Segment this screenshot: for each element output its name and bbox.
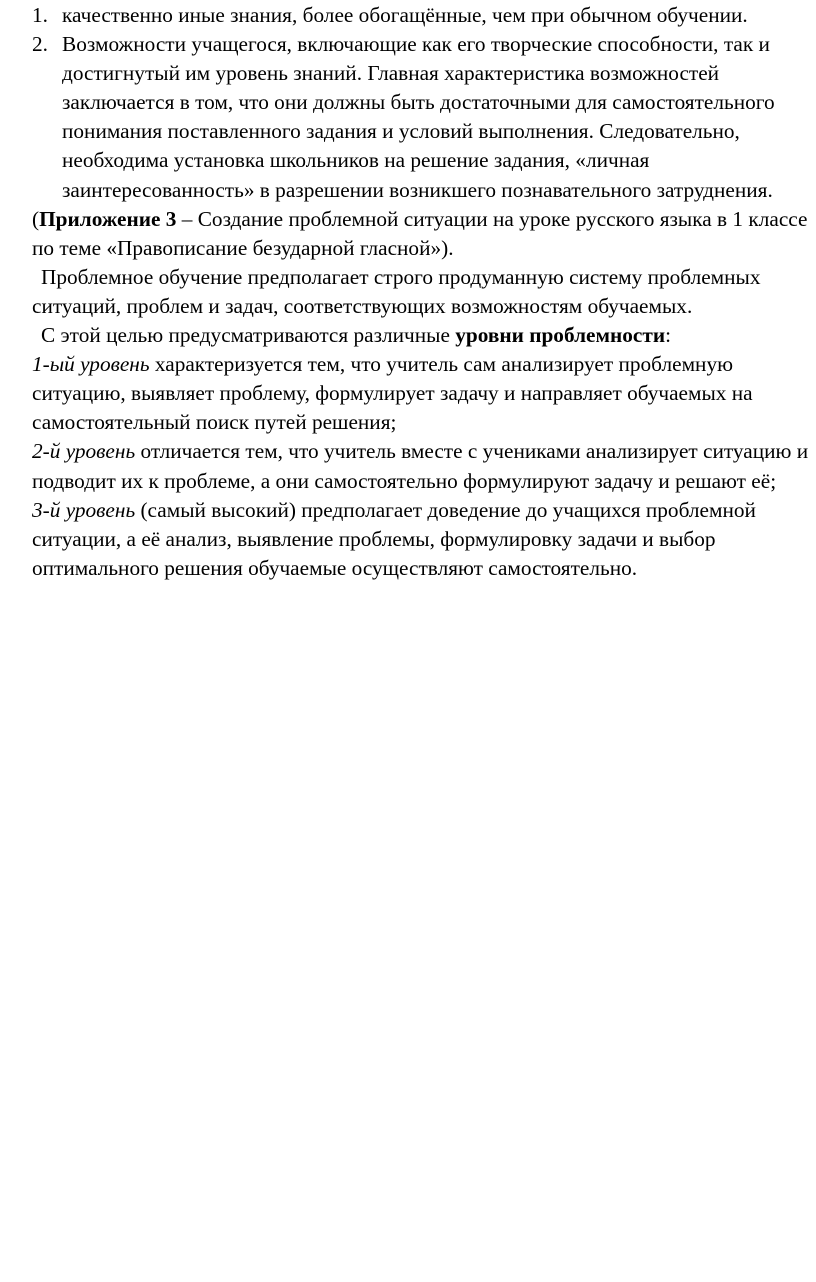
level-paragraph [32, 350, 814, 437]
levels-intro-colon: : [665, 323, 672, 348]
level-title: 1-ый уровень [32, 352, 150, 377]
level-title: 3-й уровень [32, 497, 136, 522]
list-item-number: 2. [32, 32, 48, 57]
level-text: характеризуется тем, что учитель сам анализирует проблемную ситуацию, выявляет проблему, формулирует задачу и направляет обучаемых на самостоятельный поиск путей решения; [32, 352, 753, 435]
list-item-number: 1. [32, 3, 48, 27]
levels-intro-bold: уровни проблемности [455, 323, 666, 348]
appendix-note-open: ( [32, 206, 40, 231]
list-item-text: Возможности учащегося, включающие как его творческие способности, так и достигнутый им уровень знаний. Главная характеристика возможностей заключается в том, что они должны быть достаточными для самостоятельного понимания поставленного задания и условий выполнения. Следовательно, необходима установка школьников на решение задания, «личная заинтересованность» в разрешении возникшего познавательного затруднения. [62, 32, 775, 202]
list-item [32, 30, 814, 205]
numbered-list [32, 1, 814, 205]
level-paragraph [32, 496, 814, 583]
document-body [32, 1, 814, 583]
level-paragraph [32, 437, 814, 495]
level-text: отличается тем, что учитель вместе с учениками анализирует ситуацию и подводит их к проблеме, а они самостоятельно формулируют задачу и решают её; [32, 439, 809, 493]
level-text: (самый высокий) предполагает доведение до учащихся проблемной ситуации, а её анализ, выявление проблемы, формулировку задачи и выбор оптимального решения обучаемые осуществляют самостоятельно. [32, 497, 756, 580]
paragraph-problem-learning: Проблемное обучение предполагает строго продуманную систему проблемных ситуаций, проблем и задач, соответствующих возможностям обучаемых. [32, 264, 761, 318]
appendix-note [32, 205, 814, 263]
list-item [32, 1, 814, 30]
appendix-note-ref: Приложение 3 [39, 206, 177, 231]
list-item-text: качественно иные знания, более обогащённые, чем при обычном обучении. [62, 3, 748, 27]
level-title: 2-й уровень [32, 439, 136, 464]
levels-intro-text: С этой целью предусматриваются различные [41, 323, 456, 348]
paragraph-levels-intro [32, 321, 814, 350]
appendix-note-text: – Создание проблемной ситуации на уроке русского языка в 1 классе по теме «Правописание безударной гласной»). [32, 206, 808, 260]
